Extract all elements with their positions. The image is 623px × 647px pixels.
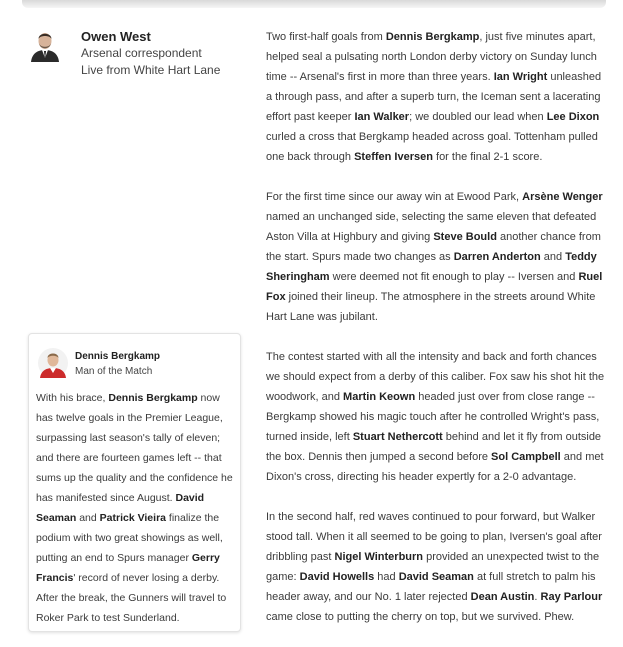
text-run: and: [76, 512, 100, 524]
man-of-the-match-card: [28, 333, 241, 632]
name-highlight: Martin Keown: [343, 391, 416, 403]
text-run: at full stretch to palm his header away, and our No. 1 later rejected: [266, 571, 596, 603]
text-run: In the second half, red waves continued to pour forward, but Walker stood tall. When it all seemed to be going to plan, Iversen's goal after dribbling past: [266, 511, 602, 563]
name-highlight: Stuart Nethercott: [352, 431, 443, 443]
player-avatar-icon: [38, 348, 68, 378]
text-run: curled a cross that Bergkamp headed across goal. Tottenham pulled one back through: [266, 131, 598, 163]
article-paragraph: [266, 27, 606, 167]
author-role: Arsenal correspondent: [81, 46, 202, 60]
name-highlight: David Howells: [299, 571, 375, 583]
name-highlight: David Seaman: [36, 492, 205, 524]
text-run: were deemed not fit enough to play -- Iversen and: [329, 271, 579, 283]
text-run: ; we doubled our lead when: [409, 111, 547, 123]
text-run: had: [374, 571, 399, 583]
text-run: finalize the podium with two great showings as well, putting an end to Spurs manager: [36, 512, 223, 564]
name-highlight: Teddy Sheringham: [266, 251, 597, 283]
text-run: named an unchanged side, selecting the same eleven that defeated Aston Villa at Highbury and giving: [266, 211, 597, 243]
text-run: With his brace,: [36, 392, 109, 404]
text-run: For the first time since our away win at Ewood Park,: [266, 191, 523, 203]
name-highlight: David Seaman: [398, 571, 474, 583]
name-highlight: Ruel Fox: [266, 271, 603, 303]
text-run: Two first-half goals from: [266, 31, 386, 43]
name-highlight: Darren Anderton: [453, 251, 541, 263]
article-paragraph: [266, 187, 606, 327]
article-paragraph: [266, 347, 606, 487]
name-highlight: Steffen Iversen: [354, 151, 433, 163]
text-run: came close to putting the cherry on top, but we survived. Phew.: [266, 611, 575, 623]
name-highlight: Steve Bould: [433, 231, 497, 243]
name-highlight: Patrick Vieira: [99, 512, 166, 524]
name-highlight: Ray Parlour: [540, 591, 603, 603]
text-run: for the final 2-1 score.: [432, 151, 543, 163]
author-name: Owen West: [81, 29, 151, 44]
article-paragraph: [266, 507, 606, 627]
text-run: , just five minutes apart, helped seal a pulsating north London derby victory on Sunday lunch time -- Arsenal's first in more than three years.: [266, 31, 597, 83]
text-run: another chance from the start. Spurs made two changes as: [266, 231, 601, 263]
text-run: joined their lineup. The atmosphere in the streets around White Hart Lane was jubilant.: [266, 291, 596, 323]
author-location: Live from White Hart Lane: [81, 63, 221, 77]
text-run: now has twelve goals in the Premier League, surpassing last season's tally of eleven; and there are fourteen games left -- that sums up the quality and the confidence he has manifested since August.: [36, 392, 233, 504]
person-avatar-icon: [28, 28, 62, 62]
text-run: headed just over from close range -- Bergkamp showed his magic touch after he controlled Wright's pass, turned inside, left: [266, 391, 600, 443]
text-run: The contest started with all the intensity and back and forth chances we should expect from a derby of this caliber. Fox saw his shot hit the woodwork, and: [266, 351, 605, 403]
text-run: .: [534, 591, 541, 603]
name-highlight: Dennis Bergkamp: [108, 392, 198, 404]
name-highlight: Sol Campbell: [491, 451, 561, 463]
name-highlight: Gerry Francis: [36, 552, 220, 584]
text-run: and met Dixon's cross, directing his header expertly for a 2-0 advantage.: [266, 451, 604, 483]
article-body: [266, 27, 606, 647]
name-highlight: Ian Wright: [493, 71, 548, 83]
text-run: and: [540, 251, 566, 263]
text-run: ' record of never losing a derby. After the break, the Gunners will travel to Roker Park to test Sunderland.: [36, 572, 227, 624]
text-run: behind and let it fly from outside the box. Dennis then jumped a second before: [266, 431, 602, 463]
text-run: provided an unexpected twist to the game:: [266, 551, 600, 583]
name-highlight: Nigel Winterburn: [334, 551, 424, 563]
top-shadow-bar: [22, 0, 606, 8]
name-highlight: Lee Dixon: [546, 111, 600, 123]
name-highlight: Arsène Wenger: [522, 191, 603, 203]
name-highlight: Dean Austin: [470, 591, 535, 603]
name-highlight: Dennis Bergkamp: [385, 31, 480, 43]
text-run: unleashed a through pass, and after a superb turn, the Iceman sent a lacerating effort past keeper: [266, 71, 602, 123]
motm-player-name: Dennis Bergkamp: [75, 351, 161, 362]
motm-label: Man of the Match: [75, 366, 153, 377]
motm-summary: [36, 388, 236, 628]
name-highlight: Ian Walker: [354, 111, 410, 123]
